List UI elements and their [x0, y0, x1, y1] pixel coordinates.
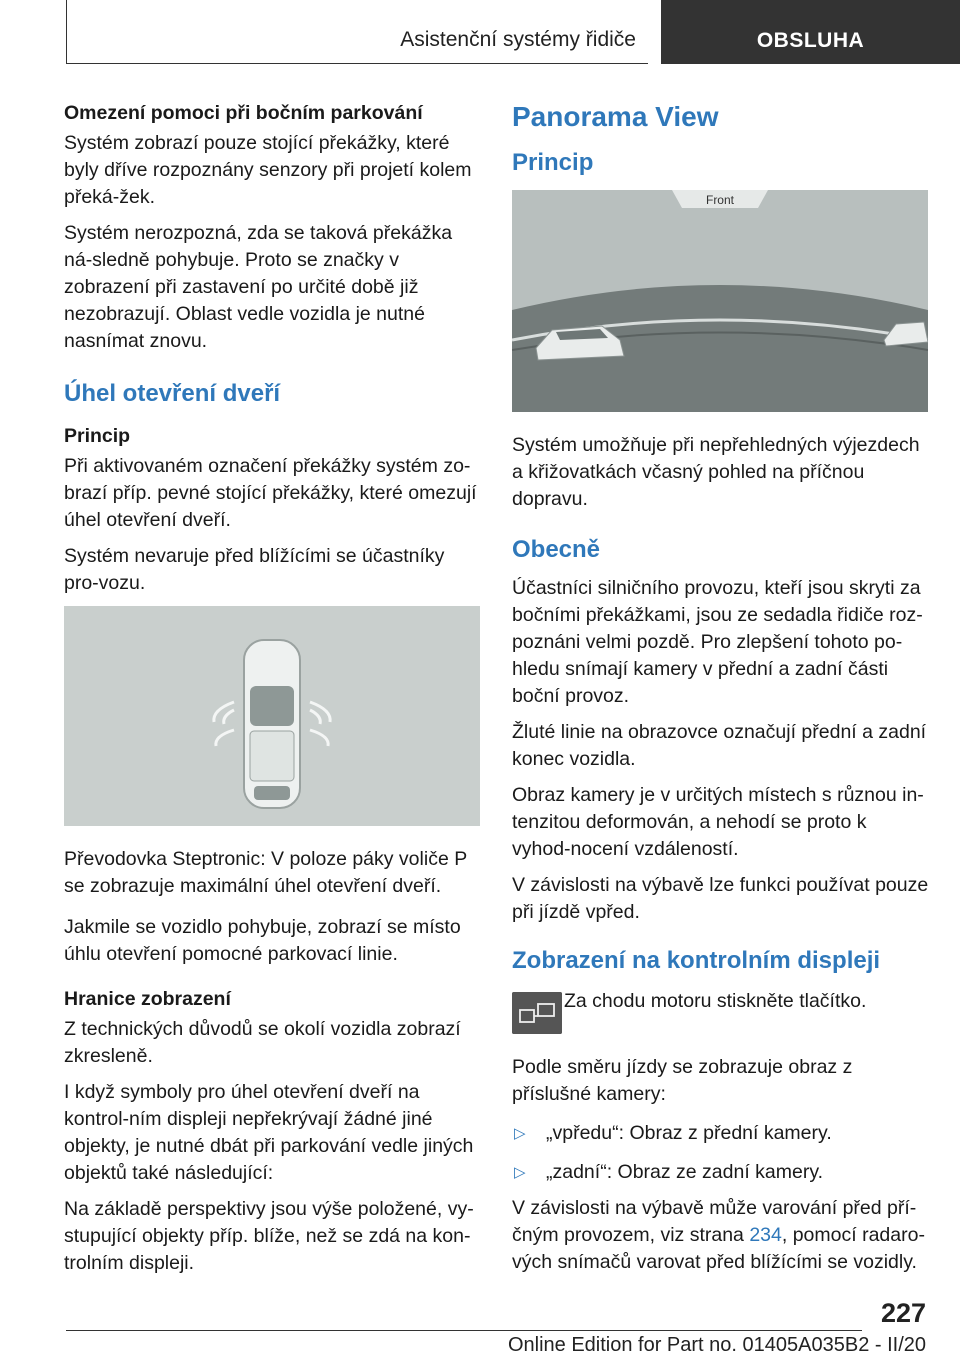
list-item — [512, 1159, 930, 1186]
left-column — [64, 100, 482, 1286]
principle-subheading: Princip — [64, 425, 131, 447]
header-section — [66, 0, 648, 64]
door-angle-figure — [64, 606, 480, 826]
paragraph: Systém umožňuje při nepřehledných výjezdech a křižovatkách včasný pohled na příčnou dopravu. — [512, 434, 920, 510]
right-column — [512, 100, 930, 1285]
bullet-triangle-icon: ▷ — [514, 1125, 526, 1142]
control-display-heading: Zobrazení na kontrolním displeji — [512, 947, 881, 974]
button-instruction-text: Za chodu motoru stiskněte tlačítko. — [564, 990, 867, 1012]
header-section-title: Asistenční systémy řidiče — [400, 28, 636, 51]
door-angle-heading: Úhel otevření dveří — [64, 380, 281, 407]
header-chapter-label: OBSLUHA — [756, 29, 865, 52]
paragraph: Systém nevaruje před blížícími se účastníky pro-vozu. — [64, 545, 445, 594]
paragraph-text: , pomocí radaro-vých snímačů varovat před blížícími se vozidly. — [512, 1224, 925, 1273]
list-item-text: „vpředu“: Obraz z přední kamery. — [546, 1122, 832, 1144]
list-item — [512, 1120, 930, 1147]
paragraph: Účastníci silničního provozu, kteří jsou skryti za bočními překážkami, jsou ze sedadla řidiče roz-poznáni velmi pozdě. Pro zlepšení tohoto po-hledu snímají kamery v přední a zadní části boční provoz. — [512, 577, 923, 707]
list-item-text: „zadní“: Obraz ze zadní kamery. — [546, 1161, 824, 1183]
footer-rule — [66, 1330, 862, 1331]
paragraph — [512, 1195, 930, 1276]
paragraph: V závislosti na výbavě lze funkci používat pouze při jízdě vpřed. — [512, 874, 929, 923]
panorama-view-heading: Panorama View — [512, 101, 719, 132]
paragraph: Žluté linie na obrazovce označují přední a zadní konec vozidla. — [512, 721, 927, 770]
paragraph: Obraz kamery je v určitých místech s různou in-tenzitou deformován, a nehodí se proto k vyhod-nocení vzdáleností. — [512, 784, 924, 860]
header-chapter-tab — [661, 0, 960, 64]
paragraph: Systém nerozpozná, zda se taková překážka ná-sledně pohybuje. Proto se značky v zobrazení při zastavení po určité době již nezobrazují. Oblast vedle vozidla je nutné nasnímat znovu. — [64, 222, 453, 352]
page-number: 227 — [880, 1298, 926, 1328]
paragraph: Z technických důvodů se okolí vozidla zobrazí zkresleně. — [64, 1018, 461, 1067]
paragraph: I když symboly pro úhel otevření dveří na kontrol-ním displeji nepřekrývají žádné jiné objekty, je nutné dbát při parkování vedle jiných objektů také následující: — [64, 1081, 474, 1184]
front-label: Front — [705, 193, 735, 207]
bullet-triangle-icon: ▷ — [514, 1164, 526, 1181]
paragraph: Při aktivovaném označení překážky systém zo-brazí příp. pevné stojící překážky, které omezují úhel otevření dveří. — [64, 455, 477, 531]
paragraph: Na základě perspektivy jsou výše položené, vy-stupující objekty příp. blíže, než se zdá na kon-trolním displeji. — [64, 1198, 474, 1274]
paragraph: Systém zobrazí pouze stojící překážky, které byly dříve rozpoznány senzory při projetí kolem překá-žek. — [64, 132, 472, 208]
camera-button-instruction — [512, 988, 930, 1044]
paragraph: Jakmile se vozidlo pohybuje, zobrazí se místo úhlu otevření pomocné parkovací linie. — [64, 916, 461, 965]
paragraph: Převodovka Steptronic: V poloze páky voliče P se zobrazuje maximální úhel otevření dveří. — [64, 848, 467, 897]
display-limits-heading: Hranice zobrazení — [64, 988, 231, 1010]
footer-edition: Online Edition for Part no. 01405A035B2 - II/20 — [507, 1334, 926, 1356]
principle-heading: Princip — [512, 149, 594, 176]
paragraph: Podle směru jízdy se zobrazuje obraz z příslušné kamery: — [512, 1056, 853, 1105]
paragraph-text: V závislosti na výbavě může varování před pří-čným provozem, viz strana — [512, 1197, 917, 1246]
general-heading: Obecně — [512, 536, 601, 563]
camera-button-icon — [512, 992, 562, 1034]
side-parking-limits-heading: Omezení pomoci při bočním parkování — [64, 102, 423, 124]
page-link[interactable]: 234 — [749, 1224, 782, 1246]
panorama-camera-figure — [512, 190, 928, 412]
